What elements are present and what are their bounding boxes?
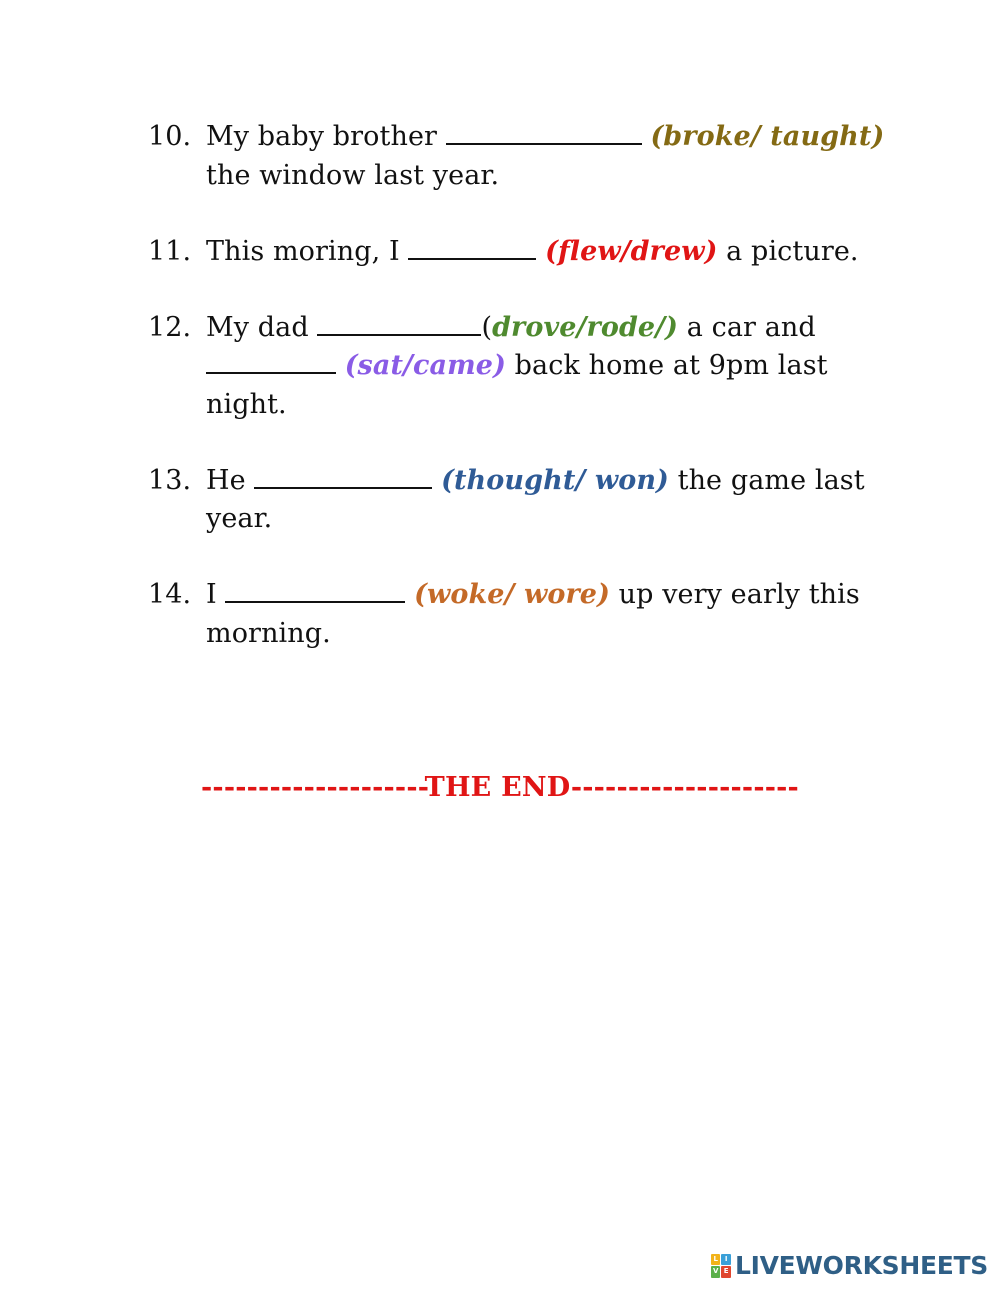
- question-number: 13.: [148, 464, 192, 496]
- logo-letter: I: [721, 1254, 731, 1266]
- answer-options: drove/rode/): [492, 311, 679, 343]
- answer-blank[interactable]: [254, 463, 432, 489]
- logo-letter: L: [711, 1254, 721, 1266]
- question-10: [148, 118, 908, 195]
- question-text-before: My baby brother: [206, 121, 446, 152]
- question-number: 10.: [148, 121, 192, 152]
- logo-letter: E: [721, 1266, 731, 1278]
- logo-letter: V: [711, 1266, 721, 1278]
- question-text-middle: a car and: [678, 311, 816, 343]
- question-text-before: My dad: [206, 311, 318, 343]
- question-text-after: up very early this morning.: [206, 579, 860, 649]
- answer-blank[interactable]: [317, 310, 481, 336]
- question-number: 12.: [148, 311, 192, 343]
- question-text-before: This moring, I: [206, 235, 409, 267]
- liveworksheets-brand: [711, 1251, 988, 1280]
- separator: [432, 465, 441, 496]
- the-end-divider: --------------------THE END--------------------: [201, 772, 799, 803]
- worksheet: [148, 118, 908, 691]
- question-12: [148, 309, 908, 425]
- answer-options: (thought/ won): [441, 464, 669, 496]
- question-11: [148, 233, 908, 272]
- question-number: 14.: [148, 579, 192, 610]
- question-text-after: back home at 9pm last night.: [206, 350, 828, 420]
- question-13: [148, 462, 908, 539]
- question-text-after: the game last year.: [206, 464, 865, 534]
- question-14: [148, 576, 908, 653]
- answer-blank[interactable]: [225, 577, 405, 603]
- answer-blank[interactable]: [408, 234, 536, 260]
- question-number: 11.: [148, 235, 192, 267]
- answer-options: (woke/ wore): [414, 579, 610, 610]
- question-text-after: the window last year.: [206, 159, 500, 191]
- question-text-before: He: [206, 464, 255, 496]
- answer-options: (flew/drew): [545, 235, 718, 267]
- answer-blank-2[interactable]: [206, 348, 336, 374]
- separator: [405, 579, 414, 610]
- separator: [336, 350, 345, 381]
- separator: (: [481, 311, 493, 343]
- liveworksheets-logo-icon: [711, 1254, 731, 1278]
- liveworksheets-wordmark: LIVEWORKSHEETS: [734, 1251, 988, 1280]
- question-text-after: a picture.: [717, 235, 859, 267]
- answer-options: (broke/ taught): [650, 121, 885, 152]
- separator: [536, 236, 545, 267]
- answer-options-2: (sat/came): [344, 350, 506, 381]
- question-text-before: I: [206, 579, 226, 610]
- answer-blank[interactable]: [446, 119, 642, 145]
